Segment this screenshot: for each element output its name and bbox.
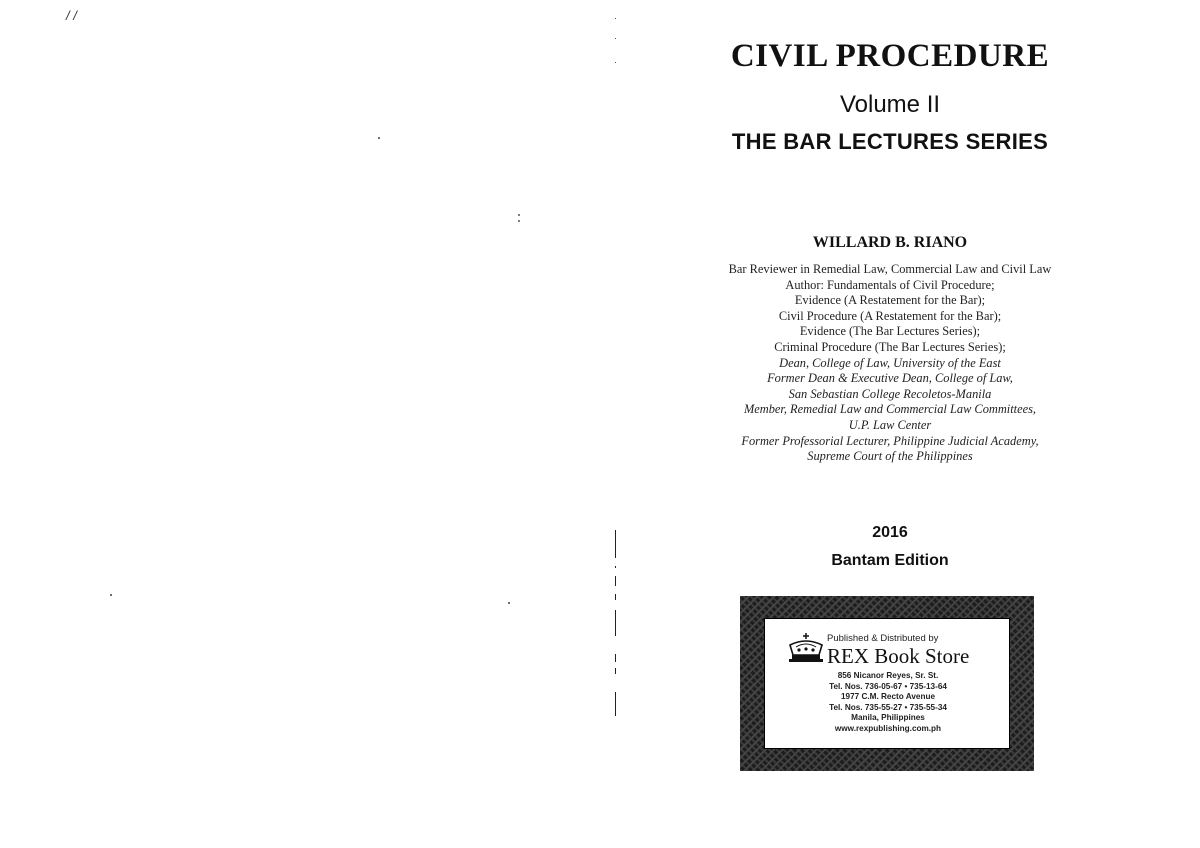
credential-line: Bar Reviewer in Remedial Law, Commercial Law and Civil Law [728, 262, 1052, 276]
author-credentials [640, 262, 1140, 465]
publisher-detail-line: www.rexpublishing.com.ph [834, 723, 942, 733]
publisher-panel [764, 618, 1010, 749]
credential-line: Supreme Court of the Philippines [807, 449, 973, 464]
credential-line: Former Professorial Lecturer, Philippine Judicial Academy, [741, 433, 1039, 448]
page-gutter [614, 0, 618, 848]
credential-line: Author: Fundamentals of Civil Procedure; [785, 277, 995, 292]
credential-line: Criminal Procedure (The Bar Lectures Series); [774, 339, 1006, 354]
author-name: WILLARD B. RIANO [812, 234, 968, 251]
publisher-detail-line: 1977 C.M. Recto Avenue [840, 692, 936, 702]
credential-line: Dean, College of Law, University of the East [779, 355, 1001, 370]
publisher-detail-line: Manila, Philippines [851, 713, 925, 723]
gutter-line [615, 610, 616, 636]
publisher-name: REX Book Store [827, 644, 970, 668]
gutter-line [615, 654, 616, 662]
scan-speck [518, 214, 520, 216]
publisher-imprint [740, 596, 1034, 771]
publisher-details [765, 671, 1011, 735]
scan-speck [378, 137, 380, 139]
gutter-line [615, 668, 616, 674]
volume-label: Volume II [839, 91, 941, 118]
scan-speck [508, 602, 510, 604]
crown-icon [787, 633, 825, 663]
publisher-detail-line: 856 Nicanor Reyes, Sr. St. [837, 671, 939, 680]
gutter-line [615, 530, 616, 558]
book-title: CIVIL PROCEDURE [730, 38, 1050, 74]
gutter-line [615, 566, 616, 568]
credential-line: U.P. Law Center [848, 417, 932, 432]
publisher-detail-line: Tel. Nos. 735-55-27 • 735-55-34 [829, 702, 947, 712]
edition-label: Bantam Edition [831, 552, 949, 569]
gutter-line [615, 576, 616, 586]
publisher-label: Published & Distributed by [827, 633, 939, 644]
credential-line: Evidence (The Bar Lectures Series); [799, 324, 981, 339]
credential-line: Member, Remedial Law and Commercial Law Committees, [743, 402, 1037, 417]
gutter-line [615, 594, 616, 600]
series-title: THE BAR LECTURES SERIES [731, 129, 1049, 154]
gutter-dot [615, 62, 616, 63]
title-page [640, 0, 1140, 848]
publisher-detail-line: Tel. Nos. 736-05-67 • 735-13-64 [829, 681, 947, 691]
gutter-dot [615, 18, 616, 19]
scan-speck [110, 594, 112, 596]
scan-speck [518, 220, 520, 222]
gutter-line [615, 692, 616, 716]
credential-line: Former Dean & Executive Dean, College of Law, [767, 371, 1013, 386]
corner-mark: / / [66, 8, 77, 23]
credential-line: Civil Procedure (A Restatement for the Bar); [778, 308, 1002, 323]
credential-line: Evidence (A Restatement for the Bar); [794, 293, 986, 308]
gutter-dot [615, 38, 616, 39]
publication-year: 2016 [872, 524, 908, 541]
credential-line: San Sebastian College Recoletos-Manila [788, 386, 992, 401]
